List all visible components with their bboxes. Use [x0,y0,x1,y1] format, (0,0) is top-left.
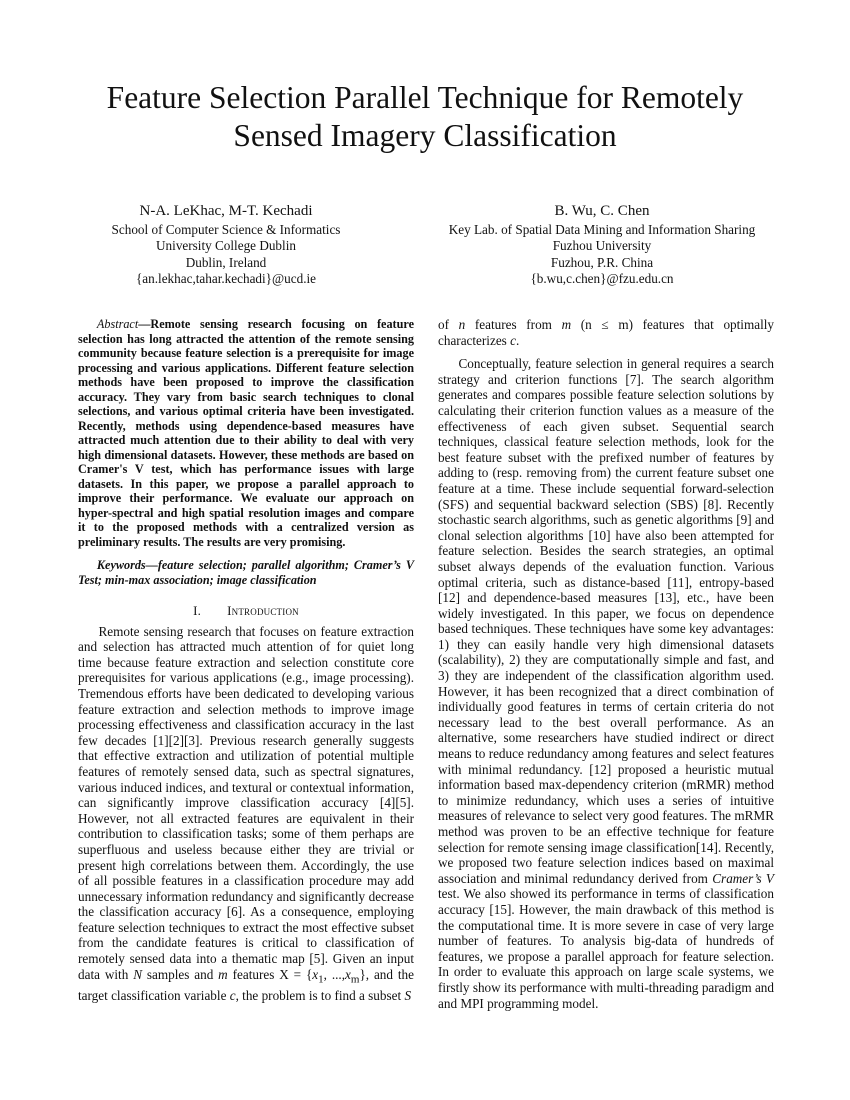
math-sub-m: m [350,973,360,986]
intro-text-mid3: , ..., [323,966,346,982]
title-line-1: Feature Selection Parallel Technique for Remotely [106,80,744,115]
cont-text-ineq: (n ≤ m) features that optimally characterizes [438,317,774,348]
intro-paragraph-1-continued [438,317,774,348]
right-column [438,317,774,1011]
keywords [78,558,414,587]
math-c: c [229,987,236,1003]
intro-paragraph-1 [78,624,414,1004]
intro-text-end: , the problem is to find a subset [235,987,405,1003]
cramers-v-italic: Cramer’s V [712,870,774,886]
author-affiliation: School of Computer Science & Informatics [111,222,341,237]
cont-text: of [438,317,459,332]
intro-paragraph-2 [438,356,774,1011]
math-x1: x [312,966,319,982]
author-block-right [432,201,772,288]
section-title: Introduction [227,603,299,618]
intro-text: Remote sensing research that focuses on feature extraction and selection has attracted much attention of for quiet long time because feature extraction and selection constitute core prerequisites for various applications (e.g., image processing). Tremendous efforts have been dedicated to developing various feature extraction and selection methods to improve image processing effectiveness and classification accuracy in the last few decades [1][2][3]. Previous research generally suggests that effective extraction and utilization of potential multiple features of remotely sensed data, such as spectral signatures, various induced indices, and textural or contextual information, can significantly improve classification accuracy [4][5]. However, not all extracted features are equivalent in their contribution to classification tasks; some of them perhaps are superfluous and useless because either they are trivial or present high correlations between them. Accordingly, the use of all possible features in a classification procedure may add unnecessary information redundancy and significantly decrease the classification accuracy [6]. As a consequence, employing feature selection techniques to extract the most effective subset from the candidate features is critical to classification of remotely sensed data into a thematic map [5]. Given an input data with [78,623,414,982]
abstract [78,317,414,549]
author-email: {an.lekhac,tahar.kechadi}@ucd.ie [135,271,317,287]
math-c: c [510,332,516,348]
math-N: N [133,966,142,982]
author-names: N-A. LeKhac, M-T. Kechadi [139,203,313,219]
abstract-text: —Remote sensing research focusing on feature selection has long attracted the attention of the remote sensing community because feature selection is a prerequisite for image processing and various applications. Different feature selection methods have been proposed to improve the classification accuracy. They vary from basic search techniques to clonal selections, and various optimal criteria have been investigated. Recently, methods using dependence-based measures have attracted much attention due to their ability to deal with very high dimensional datasets. However, these methods are based on Cramer's V test, which has performance issues with large datasets. In this paper, we propose a parallel approach to improve their performance. We evaluate our approach on hyper-spectral and high spatial resolution images and compare it to the proposed methods with a centralized version as preliminary results. The results are very promising. [78,317,414,549]
paragraph-text: Conceptually, feature selection in general requires a search strategy and criterion functions [7]. The search algorithm generates and compares possible feature selection solutions by calculating their criterion function values as a measure of the effectiveness of each given subset. Sequential search techniques, classical feature selection methods, look for the best feature subset with the prefixed number of features by adding to (resp. removing from) the current feature subset one feature at a time. These include sequential forward-selection (SFS) and sequential backward selection (SBS) [8]. Recently stochastic search algorithms, such as genetic algorithms [9] and clonal selection algorithms [10] have also been attempted for feature selection. Besides the search strategies, an optimal subset always depends of the evaluation function. Various optimal criteria, such as distance-based [11], entropy-based [12] and dependence-based measures [13], etc., have been widely investigated. In this paper, we focus on dependence based techniques. These techniques have some key advantages: 1) they can easily handle very high dimensional datasets (scalability), 2) they are computationally simple and fast, and 3) they are independent of the classification algorithm used. However, it has been recognized that a direct combination of individually good features in terms of certain criteria do not necessary lead to the best overall performance. As an alternative, some researchers have studied indirect or direct means to reduce redundancy among features and select features with minimal redundancy. [12] proposed a heuristic mutual information based max-dependency criterion (mRMR) method to minimize redundancy, which uses a series of intuitive measures of relevance to select very good features. The mRMR method was proven to be an effective technique for feature selection for remote sensing image classification[14]. Recently, we proposed two feature selection indices based on maximal association and minimal redundancy derived from [438,356,774,886]
author-institution: Fuzhou University [552,238,652,254]
author-affiliation: Key Lab. of Spatial Data Mining and Information Sharing [448,222,756,237]
math-xm: x [345,966,351,982]
math-sub-1: 1 [318,973,324,986]
intro-text-mid4: }, and the target classification variable [78,966,414,1003]
author-names: B. Wu, C. Chen [554,203,650,219]
author-location: Fuzhou, P.R. China [550,254,654,270]
abstract-label: Abstract [96,317,139,331]
math-S: S [404,987,412,1003]
intro-text-mid: samples and [141,966,219,982]
section-heading-introduction [78,603,414,619]
math-n: n [458,317,466,332]
title-line-2: Sensed Imagery Classification [233,118,617,153]
cont-text-end: . [515,332,520,348]
math-m: m [218,966,228,982]
author-email: {b.wu,c.chen}@fzu.edu.cn [530,271,674,287]
cont-text-mid: features from [465,317,562,332]
author-institution: University College Dublin [156,238,296,254]
intro-text-mid2: features X = { [227,966,313,982]
keywords-text: —feature selection; parallel algorithm; Cramer’s V Test; min-max association; image classification [78,558,414,587]
left-column [78,317,414,1003]
section-number: I. [193,603,202,618]
paragraph-text-end: test. We also showed its performance in terms of classification accuracy [15]. However, the main drawback of this method is the computational time. It is more severe in case of very large number of features. To analysis big-data of hundreds of features, we propose a parallel approach for feature selection. In order to evaluate this approach on large scale systems, we firstly show its performance with multi-threading paradigm and and MPI programming model. [438,886,774,1011]
keywords-label: Keywords [96,558,146,572]
math-m: m [561,317,572,332]
paper-title [0,79,850,155]
author-location: Dublin, Ireland [185,254,267,270]
author-block-left [56,201,396,288]
